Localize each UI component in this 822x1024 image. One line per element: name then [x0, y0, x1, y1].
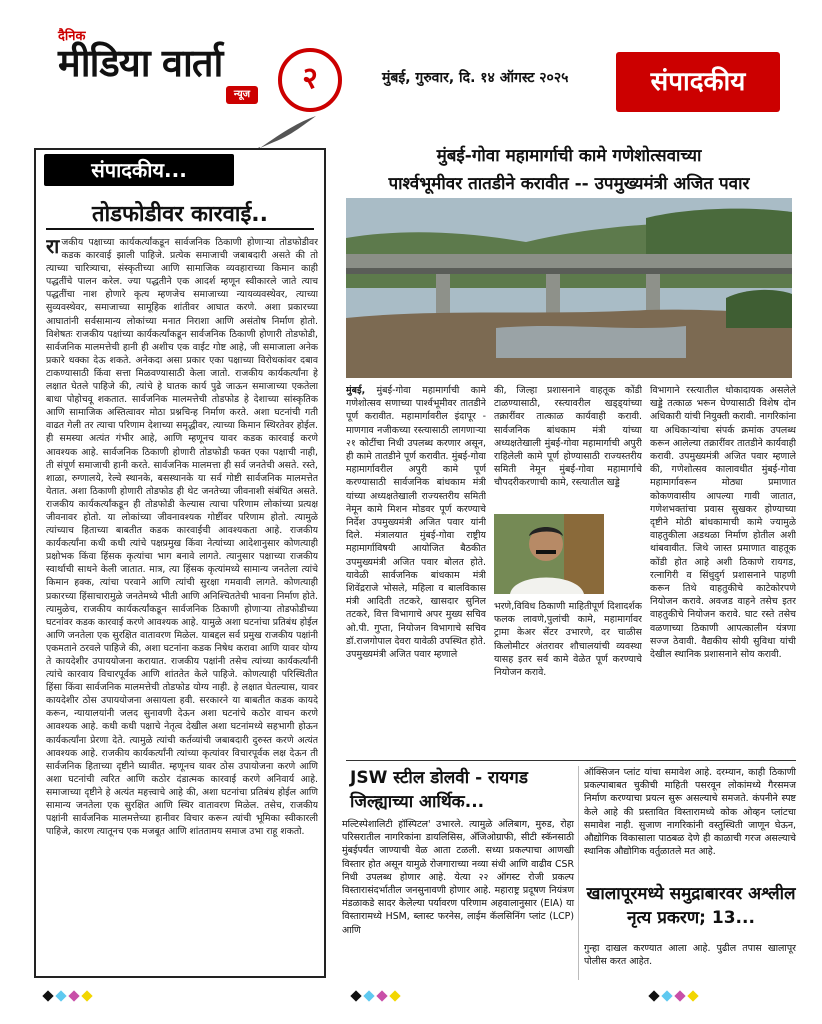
editorial-text: जकीय पक्षाच्या कार्यकर्त्यांकडून सार्वजनिक ठिकाणी होणाऱ्या तोडफोडीवर कडक कारवाई झाली पाहिजे. प्रत्येक समाजाची जबाबदारी असते की तो त्याच्या चारित्र्याचा, संस्कृतीच्या आणि सामाजिक व्यवहाराच्या किमान काही पद्धतींचे पालन करेल. ज्या पद्धतीने एक आदर्श म्हणून स्वीकारले जाते त्याच पद्धतींचा नाश होणारे कृत्य म्हणजेच समाजाच्या न्यायव्यवस्थेवर, त्याच्या सुव्यवस्थेवर, समाजाच्या सामूहिक शांतीवर आघात करणे. अशा प्रकारच्या आघातांनी सर्वसामान्य लोकांच्या मनात निराशा आणि असंतोष निर्माण होतो. विशेषतः राजकीय पक्षांच्या कार्यकर्त्यांकडून सार्वजनिक ठिकाणी होणारी तोडफोडी, सार्वजनिक मालमत्तेची हानी ही अशीच एक वाईट गोष्ट आहे, जी समाजाला अनेक प्रकारे धक्का देऊ शकते. अनेकदा असा प्रकार एका पक्षाच्या विरोधकांवर दबाव टाकण्यासाठी किंवा सत्ता मिळवण्यासाठी केला जातो. राजकीय कार्यकर्त्यांना हे लक्षात घेतले पाहिजे की, त्यांचे हे घातक कार्य पुढे जाऊन समाजाच्या एकतेला बाधा पोहोचवू शकतात. सार्वजनिक मालमत्तेची तोडफोड हे देशाच्या सांस्कृतिक आणि सामाजिक अस्तित्वावर मोठा प्रश्नचिन्ह निर्माण करते. अशा घटनांची गती वाढत गेली तर त्याचा परिणाम देशाच्या समृद्धीवर, त्याच्या किमान स्थिरतेवर होईल. ही समस्या अत्यंत गंभीर आहे, आणि म्हणूनच यावर कडक कारवाई करणे आवश्यक आहे. सार्वजनिक ठिकाणी होणारी तोडफोडी फक्त एका पक्षाची नाही, ती संपूर्ण समाजाची हानी करते. सार्वजनिक मालमत्ता ही सर्व जनतेची असते. रस्ते, शाळा, रुग्णालये, रेल्वे स्थानके, बसस्थानके या सर्व गोष्टी सार्वजनिक मालमत्तेत येतात. अशा ठिकाणी होणारी तोडफोड ही थेट जनतेच्या जीवनाशी संबंधित असते. राजकीय कार्यकर्त्यांकडून ही तोडफोडी केल्यास त्याचा परिणाम लोकांच्या प्रत्यक्ष जीवनावर होतो. या लोकांच्या जीवनावश्यक गोष्टींवर परिणाम होतो. त्यामुळे त्यांच्याच हिताच्या बाबतीत कडक कारवाईची आवश्यकता आहे. राजकीय कार्यकर्त्यांना कधी कधी त्यांचे पक्षप्रमुख किंवा नेत्यांच्या आदेशानुसार कोणत्याही प्रक्षोभक किंवा हिंसक कृत्यांचा भाग बनावे लागते. त्यानुसार पक्षाच्या राजकीय स्वार्थाची साधने केली जातात. मात्र, त्या हिंसक कृत्यांमध्ये सामान्य जनतेला त्यांचे किमान हक्क, त्यांचा परवाने आणि त्यांची सुरक्षा गमवावी लागते. कोणत्याही प्रकारच्या हिंसाचारामुळे जनतेमध्ये भीती आणि अनिश्चिततेची भावना निर्माण होते. त्यामुळेच, राजकीय कार्यकर्त्यांकडून सार्वजनिक ठिकाणी होणाऱ्या तोडफोडीच्या घटनांवर कडक कारवाई करणे आवश्यक आहे. यामुळे अशा घटनांचा प्रतिबंध होईल आणि जनतेला एक सुरक्षित वातावरण मिळेल. याबद्दल सर्व प्रमुख राजकीय पक्षांनी एकमताने ठरवले पाहिजे की, अशा घटनांना कडक निषेध करावा आणि यावर योग्य ते कायदेशीर उपाययोजना करायात. राजकीय पक्षांनी तसेच त्यांच्या कार्यकर्त्यांनी त्यांचे कारवाय विचारपूर्वक आणि शांततेत केले पाहिजे. कोणत्याही परिस्थितीत हिंसा किंवा सार्वजनिक मालमत्तेची तोडफोड योग्य नाही. हे लक्षात घेतल्यास, यावर कायदेशीर ठोस उपाययोजना असायला हवी. सरकारने या बाबतीत कडक कायदे करून, न्यायालयांनी जलद सुनावणी देऊन अशा घटनांचे कठोर वाचन करणे आवश्यक आहे. कधी कधी पक्षाचे नेतृत्व देखील अशा घटनांमध्ये सहभागी होऊन कार्यकर्त्यांना प्रेरणा देते. त्यामुळे त्यांची कर्तव्यांची जबाबदारी दुरुस्त करणे अत्यंत आवश्यक आहे. राजकीय कार्यकर्त्यांनी त्यांच्या कृत्यांवर विचारपूर्वक लक्ष देऊन ती सार्वजनिक हिताच्या दृष्टीने घ्यावीत. म्हणूनच यावर ठोस उपायोजना करणे आणि अशा घटनांची त्वरित आणि कठोर दंडात्मक कारवाई करणे अनिवार्य आहे. समाजाच्या दृष्टीने हे अत्यंत महत्त्वाचे आहे की, अशा घटनांचा प्रतिबंध होईल आणि सामान्य जनतेला एक सुरक्षित आणि स्थिर वातावरण मिळेल. तसेच, राजकीय पक्षांनी सार्वजनिक मालमत्तेच्या हानीवर विचार करून त्यांची भूमिका स्वीकारली पाहिजे, कारण त्यातूनच एक मजबूत आणि शांततामय समाज उभा राहू शकतो.	[46, 237, 318, 838]
magenta-mark	[674, 990, 685, 1001]
article-col1-tail: उपमुख्यमंत्री अजित पवार म्हणाले	[346, 649, 458, 661]
section-label: संपादकीय	[616, 52, 780, 112]
main-headline-line-2: पार्श्वभूमीवर तातडीने करावीत -- उपमुख्यमंत्री अजित पवार	[388, 174, 750, 194]
color-marks-right	[650, 992, 697, 1000]
cyan-mark	[661, 990, 672, 1001]
news-badge: न्यूज	[226, 86, 258, 104]
editorial-rule	[46, 228, 314, 230]
drop-cap: रा	[46, 236, 60, 258]
page-number: २	[278, 48, 342, 112]
article-column-3: विभागाने रस्त्यातील धोकादायक असलेले खड्डे तत्काळ भरून घेण्यासाठी विशेष दोन अधिकारी यांची नियुक्ती करावी. नागरिकांना या अधिकाऱ्यांचा संपर्क क्रमांक उपलब्ध करून आलेल्या तक्रारींवर तातडीने कार्यवाही करावी. उपमुख्यमंत्री अजित पवार म्हणाले की, गणेशोत्सव कालावधीत मुंबई-गोवा महामार्गावरून मोठ्या प्रमाणात कोकणवासीय आपल्या गावी जातात, गणेशभक्तांचा प्रवास सुखकर होण्याच्या दृष्टीने मोठी बांधकामाची कामे ज्यामुळे वाहतुकीला अडथळा निर्माण होतील अशी थांबवावीत. जिथे जास्त प्रमाणात वाहतूक कोंडी होत आहे अशी ठिकाणे रायगड, रत्नागिरी व सिंधुदुर्ग प्रशासनाने पाहणी करून तिथे वाहतुकीचे काटेकोरपणे नियोजन करावे. अवजड वाहने तसेच इतर वाहतुकीचे नियोजन करावे. घाट रस्ते तसेच वळणाच्या ठिकाणी आपत्कालीन यंत्रणा सज्ज ठेवावी. वैद्यकीय सोयी सुविधा यांची देखील स्थानिक प्रशासनाने सोय करावी.	[650, 385, 796, 661]
magenta-mark	[376, 990, 387, 1001]
quill-pen-icon	[250, 112, 320, 152]
yellow-mark	[687, 990, 698, 1001]
article-col1-text: मुंबई-गोवा महामार्गाची कामे गणेशोत्सव सणाच्या पार्श्वभूमीवर तातडीने पूर्ण करावीत. महामार्गावरील इंदापूर - माणगाव नजीकच्या रस्त्यासाठी लागणाऱ्या २१ कोटींचा निधी उपलब्ध करणार असून, ही कामे तातडीने पूर्ण करावीत. मुंबई-गोवा महामार्गावरील अपुरी कामे पूर्ण करण्यासाठी सार्वजनिक बांधकाम मंत्री यांच्या अध्यक्षतेखाली राज्यस्तरीय समिती नेमून कामे मिशन मोडवर पूर्ण करण्याचे निर्देश उपमुख्यमंत्री अजित पवार यांनी दिले. मंत्रालयात मुंबई-गोवा राष्ट्रीय महामार्गाविषयी आयोजित बैठकीत उपमुख्यमंत्री अजित पवार बोलत होते. यावेळी सार्वजनिक बांधकाम मंत्री शिवेंद्रराजे भोसले, महिला व बालविकास मंत्री आदिती तटकरे, खासदार सुनिल तटकरे, वित्त विभागाचे अपर मुख्य सचिव ओ.पी. गुप्ता, नियोजन विभागाचे सचिव डॉ.राजगोपाल देवरा यावेळी उपस्थित होते.	[346, 385, 486, 647]
jsw-continued: ऑक्सिजन प्लांट यांचा समावेश आहे. दरम्यान, काही ठिकाणी प्रकल्पाबाबत चुकीची माहिती पसरवून लोकांमध्ये गैरसमज निर्माण करण्याचा प्रयत्न सुरू असल्याचे समजते. कंपनीने स्पष्ट केले आहे की प्रस्तावित विस्तारामध्ये कोक ओव्हन प्लांटचा समावेश नाही. सुजाण नागरिकांनी वस्तुस्थिती जाणून घेऊन, औद्योगिक विकासाला पाठबळ देणे ही काळाची गरज असल्याचे स्थानिक औद्योगिक वर्तुळातले मत आहे.	[584, 767, 796, 858]
highway-bridge-photo	[346, 198, 792, 378]
black-mark	[350, 990, 361, 1001]
date-line: मुंबई, गुरुवार, दि. १४ ऑगस्ट २०२५	[382, 70, 569, 86]
khalapur-headline: खालापूरमध्ये समुद्राबारवर अश्लील नृत्य प्रकरण; 13...	[586, 884, 796, 928]
magenta-mark	[68, 990, 79, 1001]
khalapur-body: गुन्हा दाखल करण्यात आला आहे. पुढील तपास खालापूर पोलीस करत आहेत.	[584, 943, 796, 968]
editorial-body	[46, 236, 318, 976]
editorial-column	[34, 148, 326, 978]
yellow-mark	[389, 990, 400, 1001]
section-divider	[346, 760, 796, 761]
jsw-body: मल्टिस्पेशालिटी हॉस्पिटल' उभारले. त्यामुळे अलिबाग, मुरुड, रोहा परिसरातील नागरिकांना डायलिसिस, अँजिओग्राफी, सीटी स्कॅनसाठी मुंबईपर्यंत जाण्याची वेळ आता टळली. सध्या प्रकल्पाचा आणखी विस्तार होत असून यामुळे रोजगाराच्या नव्या संधी आणि वाढीव CSR निधी उपलब्ध होणार आहे. येत्या २२ ऑगस्ट रोजी प्रकल्प विस्तारासंदर्भातील जनसुनावणी होणार आहे. महाराष्ट्र प्रदूषण नियंत्रण मंडळाकडे सादर केलेल्या पर्यावरण परिणाम अहवालानुसार (EIA) या विस्तारामध्ये HSM, ब्लास्ट फरनेस, लाईम कॅलसिनिंग प्लांट (LCP) आणि	[342, 819, 574, 936]
black-mark	[648, 990, 659, 1001]
column-rule	[578, 766, 579, 980]
daily-label: दैनिक	[58, 29, 86, 44]
article-column-2: की, जिल्हा प्रशासनाने वाहतूक कोंडी टाळण्यासाठी, रस्त्यावरील खड्ड्यांच्या तक्रारींवर तात्काळ कार्यवाही करावी. सार्वजनिक बांधकाम मंत्री यांच्या अध्यक्षतेखाली मुंबई-गोवा महामार्गाची अपुरी राहिलेली कामे पूर्ण होण्यासाठी राज्यस्तरीय समिती नेमून मुंबई-गोवा महामार्गाचे चौपदरीकरणाची कामे, रस्त्यातील खड्डे	[494, 385, 642, 489]
cyan-mark	[55, 990, 66, 1001]
ajit-pawar-portrait	[494, 514, 604, 594]
masthead	[0, 0, 822, 128]
cyan-mark	[363, 990, 374, 1001]
color-marks-left	[44, 992, 91, 1000]
article-column-2b: भरणे,विविध ठिकाणी माहितीपूर्ण दिशादर्शक फलक लावणे,पुलांची कामे, महामार्गावर ट्रामा केअर सेंटर उभारणे, दर चाळीस किलोमीटर अंतरावर शौचालयांची व्यवस्था यासह इतर सर्व कामे वेळेत पूर्ण करण्याचे नियोजन करावे.	[494, 601, 642, 679]
editorial-heading: तोडफोडीवर कारवाई..	[91, 202, 269, 227]
main-headline	[344, 142, 794, 198]
black-mark	[42, 990, 53, 1001]
yellow-mark	[81, 990, 92, 1001]
article-column-1	[346, 384, 486, 756]
jsw-headline: JSW स्टील डोलवी - रायगड जिल्ह्याच्या आर्थिक...	[350, 768, 528, 812]
main-headline-line-1: मुंबई-गोवा महामार्गाची कामे गणेशोत्सवाच्या	[436, 146, 702, 166]
color-marks-center	[352, 992, 399, 1000]
editorial-band	[36, 150, 324, 190]
editorial-band-label: संपादकीय...	[44, 154, 234, 186]
newspaper-logo: मीडिया वार्ता	[58, 40, 223, 85]
dateline: मुंबई,	[346, 385, 366, 396]
